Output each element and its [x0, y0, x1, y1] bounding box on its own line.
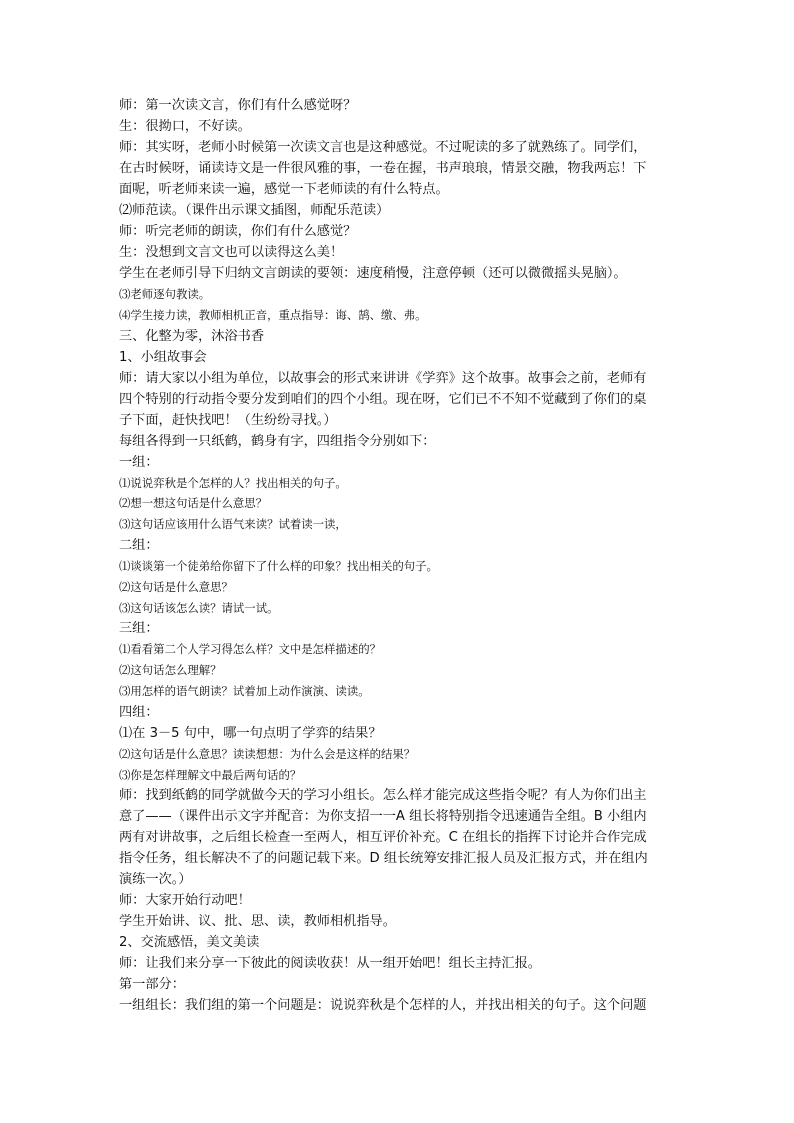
text-line: 学生开始讲、议、批、思、读，教师相机指导。 [119, 914, 396, 930]
text-line: 每组各得到一只纸鹤，鹤身有字，四组指令分别如下： [119, 433, 436, 449]
text-line: ⑵这句话是什么意思？ [119, 579, 233, 594]
text-line: 1、小组故事会 [119, 349, 207, 365]
text-line: 两有对讲故事，之后组长检查一至两人，相互评价补充。C 在组长的指挥下讨论并合作完成 [119, 830, 647, 846]
text-line: ⑷学生接力读，教师相机正音，重点指导：诲、鹄、缴、弗。 [119, 307, 427, 322]
text-line: 演练一次。） [119, 872, 192, 888]
text-line: ⑴看看第二个人学习得怎么样？文中是怎样描述的？ [119, 642, 381, 657]
text-line: ⑴在 3－5 句中，哪一句点明了学弈的结果？ [119, 725, 382, 741]
text-line: ⑵这句话是什么意思？读读想想：为什么会是这样的结果？ [119, 746, 416, 761]
text-line: ⑶用怎样的语气朗读？试着加上动作演演、读读。 [119, 683, 370, 698]
text-line: ⑵师范读。（课件出示课文插图，师配乐范读） [119, 203, 390, 218]
text-line: 意了——（课件出示文字并配音：为你支招一一A 组长将特别指令迅速通告全组。B 小组内 [119, 809, 647, 825]
text-line: ⑴谈谈第一个徒弟给你留下了什么样的印象？找出相关的句子。 [119, 558, 438, 573]
text-line: ⑴说说弈秋是个怎样的人？找出相关的句子。 [119, 475, 347, 490]
text-line: 一组组长：我们组的第一个问题是：说说弈秋是个怎样的人，并找出相关的句子。这个问题 [119, 998, 647, 1014]
text-line: 二组： [119, 537, 159, 553]
text-line: ⑶老师逐句教读。 [119, 287, 211, 301]
text-line: 一组： [119, 454, 159, 470]
text-line: ⑶这句话该怎么读？请试一试。 [119, 600, 279, 615]
text-line: 2、交流感悟，美文美读 [119, 935, 260, 951]
text-line: 学生在老师引导下归纳文言朗读的要领：速度稍慢，注意停顿（还可以微微摇头晃脑）。 [119, 266, 627, 281]
text-line: 三、化整为零，沐浴书香 [119, 328, 265, 344]
text-line: 生：没想到文言文也可以读得这么美！ [119, 245, 344, 260]
text-line: 四个特别的行动指令要分发到咱们的四个小组。现在呀，它们已不不知不觉藏到了你们的桌 [119, 391, 647, 407]
text-line: 师：第一次读文言，你们有什么感觉呀？ [119, 98, 357, 113]
text-line: ⑵想一想这句话是什么意思？ [119, 496, 268, 511]
text-line: 生：很拗口，不好读。 [119, 119, 251, 134]
text-line: 师：其实呀，老师小时候第一次读文言也是这种感觉。不过呢读的多了就熟练了。同学们， [119, 140, 647, 155]
text-line: 四组： [119, 704, 159, 720]
text-line: 子下面，赶快找吧！（生纷纷寻找。） [119, 412, 337, 428]
text-line: 三组： [119, 621, 159, 637]
text-line: 师：听完老师的朗读，你们有什么感觉？ [119, 224, 357, 239]
document-page [119, 95, 679, 1016]
text-line: 指令任务，组长解决不了的问题记载下来。D 组长统筹安排汇报人员及汇报方式，并在组内 [119, 851, 648, 867]
text-line: 师：大家开始行动吧！ [119, 893, 251, 909]
text-line: ⑶你是怎样理解文中最后两句话的？ [119, 767, 302, 782]
text-line: 师：找到纸鹤的同学就做今天的学习小组长。怎么样才能完成这些指令呢？有人为你们出主 [119, 788, 647, 804]
text-line: 面呢，听老师来读一遍，感觉一下老师读的有什么特点。 [119, 182, 449, 197]
text-line: ⑵这句话怎么理解？ [119, 663, 222, 678]
text-line: ⑶这句话应该用什么语气来读？试着读一读， [119, 517, 347, 532]
text-line: 在古时候呀，诵读诗文是一件很风雅的事，一卷在握，书声琅琅，情景交融，物我两忘！下 [119, 161, 647, 176]
text-line: 第一部分： [119, 977, 185, 993]
text-line: 师：让我们来分享一下彼此的阅读收获！从一组开始吧！组长主持汇报。 [119, 956, 541, 972]
text-line: 师：请大家以小组为单位，以故事会的形式来讲讲《学弈》这个故事。故事会之前，老师有 [119, 370, 647, 386]
